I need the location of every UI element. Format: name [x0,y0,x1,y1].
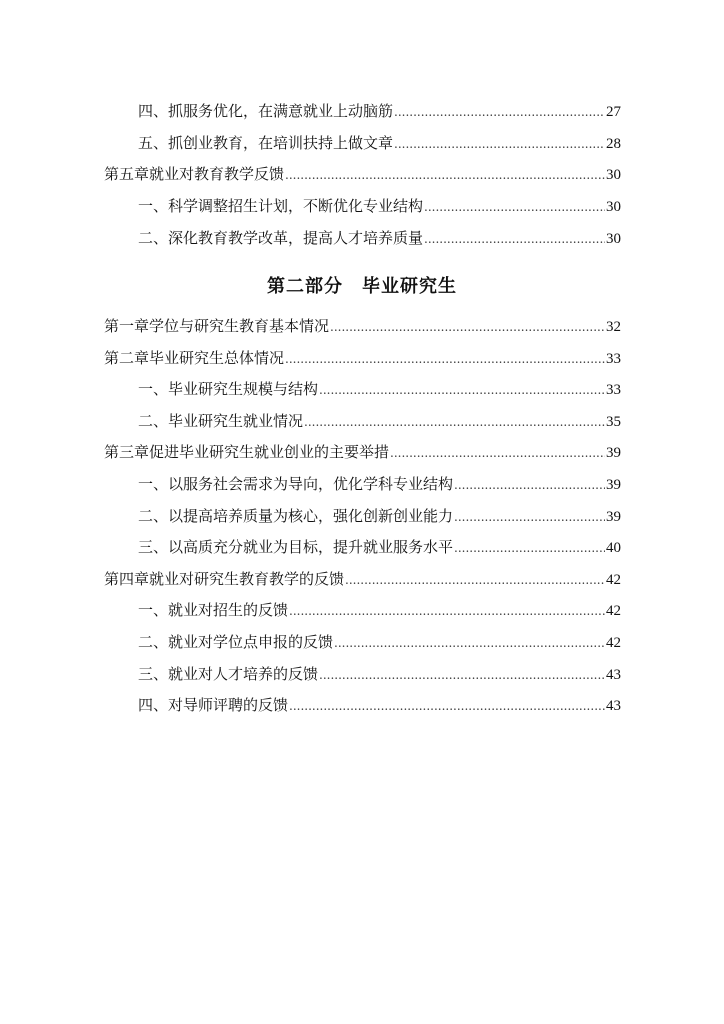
toc-leader-dots [345,567,605,592]
toc-entry-number: 五、 [138,133,169,152]
toc-entry-title: 科学调整招生计划，不断优化专业结构 [168,197,424,216]
toc-entry-number: 第二章 [104,348,150,367]
toc-entry[interactable] [138,377,621,401]
toc-entry-page: 43 [606,666,621,683]
toc-entry-page: 33 [606,350,621,367]
toc-entry[interactable] [138,226,621,250]
toc-entry-page: 39 [606,477,621,493]
toc-entry-number: 四、 [138,696,169,715]
toc-entry-title: 就业对研究生教育教学的反馈 [149,569,345,588]
toc-entry-title: 就业对学位点申报的反馈 [168,633,334,651]
toc-entry[interactable] [104,314,621,338]
toc-entry-number: 二、 [138,506,169,525]
toc-entry-page: 27 [606,104,621,120]
toc-entry-title: 学位与研究生教育基本情况 [149,317,330,335]
toc-entry[interactable] [138,504,621,528]
toc-entry-title: 就业对教育教学反馈 [149,165,285,184]
toc-entry-title: 对导师评聘的反馈 [168,696,289,715]
toc-entry[interactable] [138,472,621,496]
toc-entry-title: 深化教育教学改革，提高人才培养质量 [168,228,424,247]
toc-entry-number: 第三章 [104,443,150,462]
toc-entry-page: 43 [606,698,621,715]
toc-leader-dots [394,131,605,156]
toc-leader-dots [289,598,605,623]
toc-entry[interactable] [104,567,621,591]
toc-entry-page: 35 [606,413,621,430]
toc-entry-title: 毕业研究生就业情况 [168,411,304,430]
toc-entry-title: 抓服务优化，在满意就业上动脑筋 [168,102,394,120]
toc-entry-number: 第四章 [104,569,150,588]
toc-entry-number: 一、 [138,197,169,216]
toc-entry[interactable] [138,194,621,218]
toc-entry-page: 42 [606,635,621,651]
toc-entry-title: 促进毕业研究生就业创业的主要举措 [149,443,390,462]
toc-entry[interactable] [104,162,621,186]
toc-entry-page: 39 [606,508,621,525]
toc-leader-dots [285,162,605,187]
toc-leader-dots [424,194,605,219]
toc-entry-number: 第五章 [104,165,150,184]
toc-entry[interactable] [104,346,621,370]
toc-entry-page: 42 [606,571,621,588]
toc-leader-dots [319,377,605,402]
toc-entry-page: 42 [606,603,621,620]
toc-leader-dots [330,314,605,339]
toc-entry[interactable] [104,440,621,464]
part-heading: 第二部分 毕业研究生 [267,276,457,297]
toc-entry-page: 32 [606,319,621,335]
toc-entry-title: 以服务社会需求为导向，优化学科专业结构 [168,475,454,493]
toc-leader-dots [390,440,605,465]
toc-entry-title: 毕业研究生规模与结构 [168,380,319,399]
toc-leader-dots [454,504,605,529]
toc-leader-dots [304,409,605,434]
toc-entry[interactable] [138,598,621,622]
toc-entry-page: 30 [606,199,621,216]
toc-entry[interactable] [138,131,621,155]
toc-entry-page: 30 [606,230,621,247]
toc-entry[interactable] [138,630,621,654]
toc-entry-number: 一、 [138,475,169,493]
toc-leader-dots [424,226,605,251]
toc-entry-number: 第一章 [104,317,150,335]
toc-entry-page: 33 [606,382,621,399]
toc-entry[interactable] [138,409,621,433]
toc-entry-number: 一、 [138,601,169,620]
toc-leader-dots [394,99,605,124]
toc-entry-title: 就业对人才培养的反馈 [168,664,319,683]
toc-entry[interactable] [138,662,621,686]
toc-leader-dots [454,535,605,560]
toc-entry-title: 就业对招生的反馈 [168,601,289,620]
toc-entry-title: 毕业研究生总体情况 [149,348,285,367]
toc-entry[interactable] [138,99,621,123]
toc-entry-page: 30 [606,167,621,184]
toc-entry-number: 四、 [138,102,169,120]
toc-entry-number: 三、 [138,538,169,557]
toc-entry[interactable] [138,535,621,559]
toc-entry-title: 抓创业教育，在培训扶持上做文章 [168,133,394,152]
toc-leader-dots [334,630,605,655]
toc-entry-number: 二、 [138,228,169,247]
toc-leader-dots [319,662,605,687]
toc-entry[interactable] [138,693,621,717]
toc-entry-number: 二、 [138,633,169,651]
toc-entry-page: 40 [606,540,621,557]
toc-entry-page: 28 [606,135,621,152]
toc-entry-number: 二、 [138,411,169,430]
toc-entry-page: 39 [606,445,621,462]
toc-entry-number: 一、 [138,380,169,399]
toc-entry-number: 三、 [138,664,169,683]
toc-entry-title: 以提高培养质量为核心，强化创新创业能力 [168,506,454,525]
toc-leader-dots [454,472,605,497]
toc-leader-dots [285,346,605,371]
toc-leader-dots [289,693,605,718]
toc-entry-title: 以高质充分就业为目标，提升就业服务水平 [168,538,454,557]
